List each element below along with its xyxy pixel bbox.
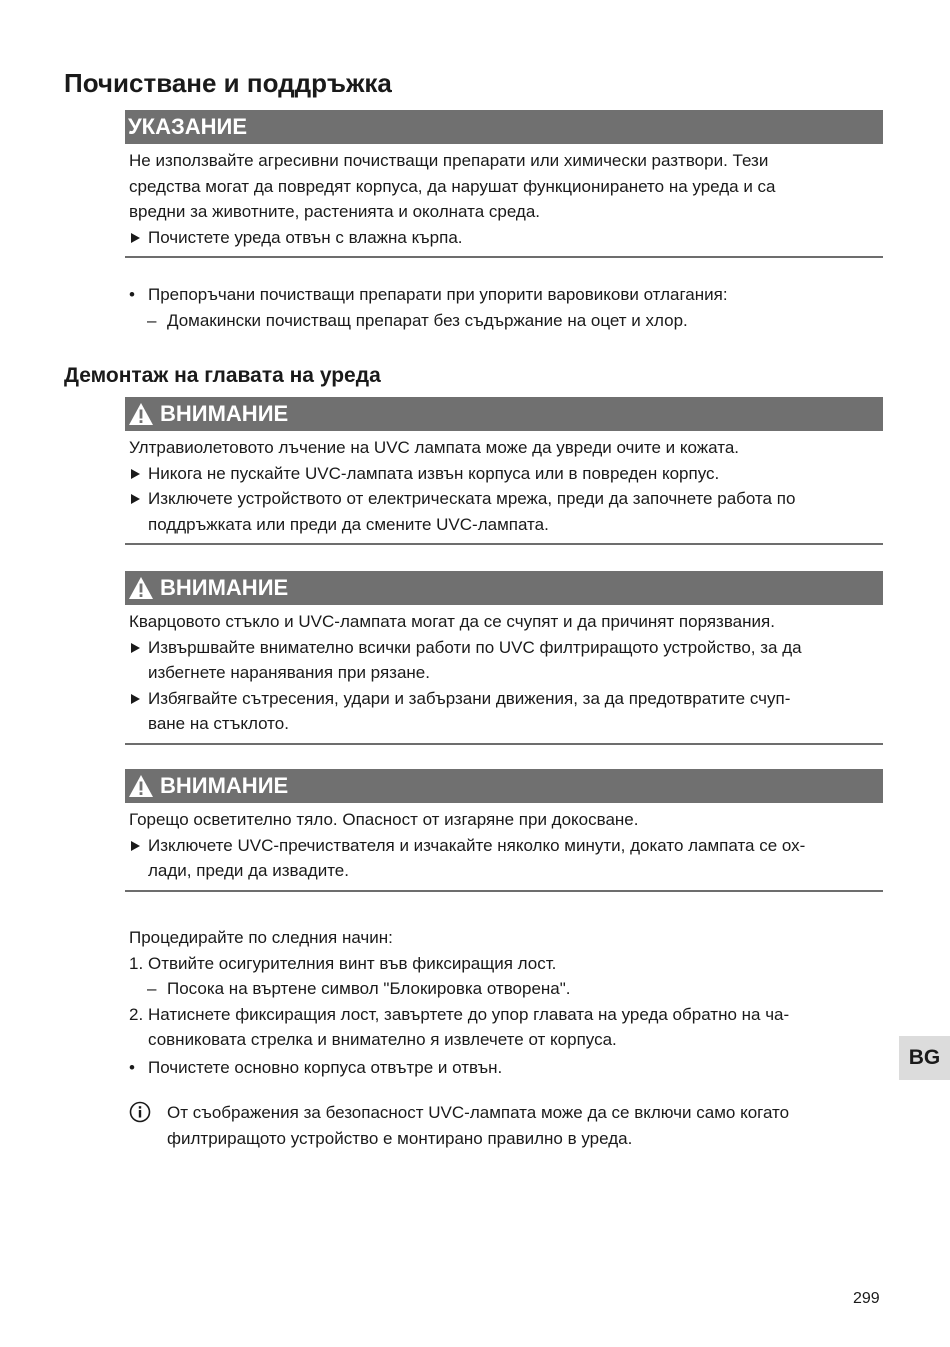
info-note xyxy=(129,1100,883,1151)
caution-action xyxy=(129,486,883,537)
recommend-list xyxy=(129,282,883,333)
procedure-step-line: Натиснете фиксиращия лост, завъртете до упор главата на уреда обратно на ча- xyxy=(148,1004,790,1024)
dash-mark: – xyxy=(147,979,157,998)
info-circle-icon xyxy=(129,1101,151,1123)
notice-text-line: вредни за животните, растенията и околната среда. xyxy=(129,202,541,221)
procedure-step-line: совниковата стрелка и внимателно я извлечете от корпуса. xyxy=(148,1030,617,1049)
recommend-sub-text: Домакински почистващ препарат без съдържание на оцет и хлор. xyxy=(167,310,688,330)
notice-text-line: средства могат да повредят корпуса, да нарушат функционирането на уреда и са xyxy=(129,176,776,196)
procedure xyxy=(129,925,883,1080)
caution-text: Кварцовото стъкло и UVC-лампата могат да се счупят и да причинят порязвания. xyxy=(129,612,775,631)
dash-mark: – xyxy=(147,310,157,330)
caution-action-line: Извършвайте внимателно всички работи по UVC филтриращото устройство, за да xyxy=(148,637,802,657)
procedure-step-text: Отвийте осигурителния винт във фиксиращия лост. xyxy=(148,953,557,973)
procedure-step xyxy=(129,1002,883,1053)
info-line: От съображения за безопасност UVC-лампата може да се включи само когато xyxy=(167,1103,790,1122)
notice-label: УКАЗАНИЕ xyxy=(128,114,248,139)
page-number: 299 xyxy=(853,1290,880,1307)
caution-text: Ултравиолетовото лъчение на UVC лампата може да увреди очите и кожата. xyxy=(129,438,740,457)
procedure-bullet-text: Почистете основно корпуса отвътре и отвън. xyxy=(148,1057,503,1077)
step-number: 1. xyxy=(129,953,144,973)
caution-box-2 xyxy=(125,571,883,745)
caution-text: Горещо осветително тяло. Опасност от изгаряне при докосване. xyxy=(129,810,639,829)
caution-content xyxy=(125,803,883,890)
caution-action-line: поддръжката или преди да смените UVC-лампата. xyxy=(148,514,549,534)
notice-content xyxy=(125,144,883,256)
caution-action-line: Изключете устройството от електрическата мрежа, преди да започнете работа по xyxy=(148,489,796,508)
notice-text-line: Не използвайте агресивни почистващи препарати или химически разтвори. Тези xyxy=(129,151,769,170)
procedure-step xyxy=(129,951,883,977)
caution-label: ВНИМАНИЕ xyxy=(160,575,289,600)
info-line: филтриращото устройство е монтирано правилно в уреда. xyxy=(167,1128,633,1148)
caution-action-line: лади, преди да извадите. xyxy=(148,861,349,880)
bullet-mark: • xyxy=(129,1057,135,1077)
caution-action: Никога не пускайте UVC-лампата извън корпуса или в повреден корпус. xyxy=(129,461,883,487)
step-number: 2. xyxy=(129,1004,144,1024)
caution-label: ВНИМАНИЕ xyxy=(160,773,289,798)
caution-header xyxy=(125,769,883,803)
warning-triangle-icon xyxy=(128,576,154,600)
procedure-bullet xyxy=(129,1055,883,1081)
language-tab: BG xyxy=(899,1036,950,1080)
caution-action xyxy=(129,833,883,884)
caution-box-3 xyxy=(125,769,883,892)
caution-content xyxy=(125,431,883,543)
recommend-bullet xyxy=(129,282,883,308)
section-title: Демонтаж на главата на уреда xyxy=(64,364,381,387)
caution-action-line: Избягвайте сътресения, удари и забързани движения, за да предотвратите счуп- xyxy=(148,688,791,708)
caution-action-line: ване на стъклото. xyxy=(148,714,289,733)
caution-label: ВНИМАНИЕ xyxy=(160,401,289,426)
procedure-step-sub-text: Посока на въртене символ "Блокировка отворена". xyxy=(167,979,571,998)
caution-header xyxy=(125,397,883,431)
warning-triangle-icon xyxy=(128,774,154,798)
procedure-step-sub xyxy=(129,976,883,1002)
page-title: Почистване и поддръжка xyxy=(64,68,392,98)
recommend-sub xyxy=(129,308,883,334)
caution-action-line: Изключете UVC-пречиствателя и изчакайте няколко минути, докато лампата се ох- xyxy=(148,835,806,855)
caution-header xyxy=(125,571,883,605)
bullet-mark: • xyxy=(129,285,135,304)
notice-header xyxy=(125,110,883,144)
notice-box xyxy=(125,110,883,258)
caution-box-1 xyxy=(125,397,883,545)
caution-action xyxy=(129,635,883,686)
notice-action: Почистете уреда отвън с влажна кърпа. xyxy=(129,225,883,251)
caution-action-line: избегнете наранявания при рязане. xyxy=(148,663,430,682)
caution-action xyxy=(129,686,883,737)
warning-triangle-icon xyxy=(128,402,154,426)
procedure-intro: Процедирайте по следния начин: xyxy=(129,928,393,947)
caution-content xyxy=(125,605,883,743)
recommend-bullet-text: Препоръчани почистващи препарати при упорити варовикови отлагания: xyxy=(148,285,728,304)
